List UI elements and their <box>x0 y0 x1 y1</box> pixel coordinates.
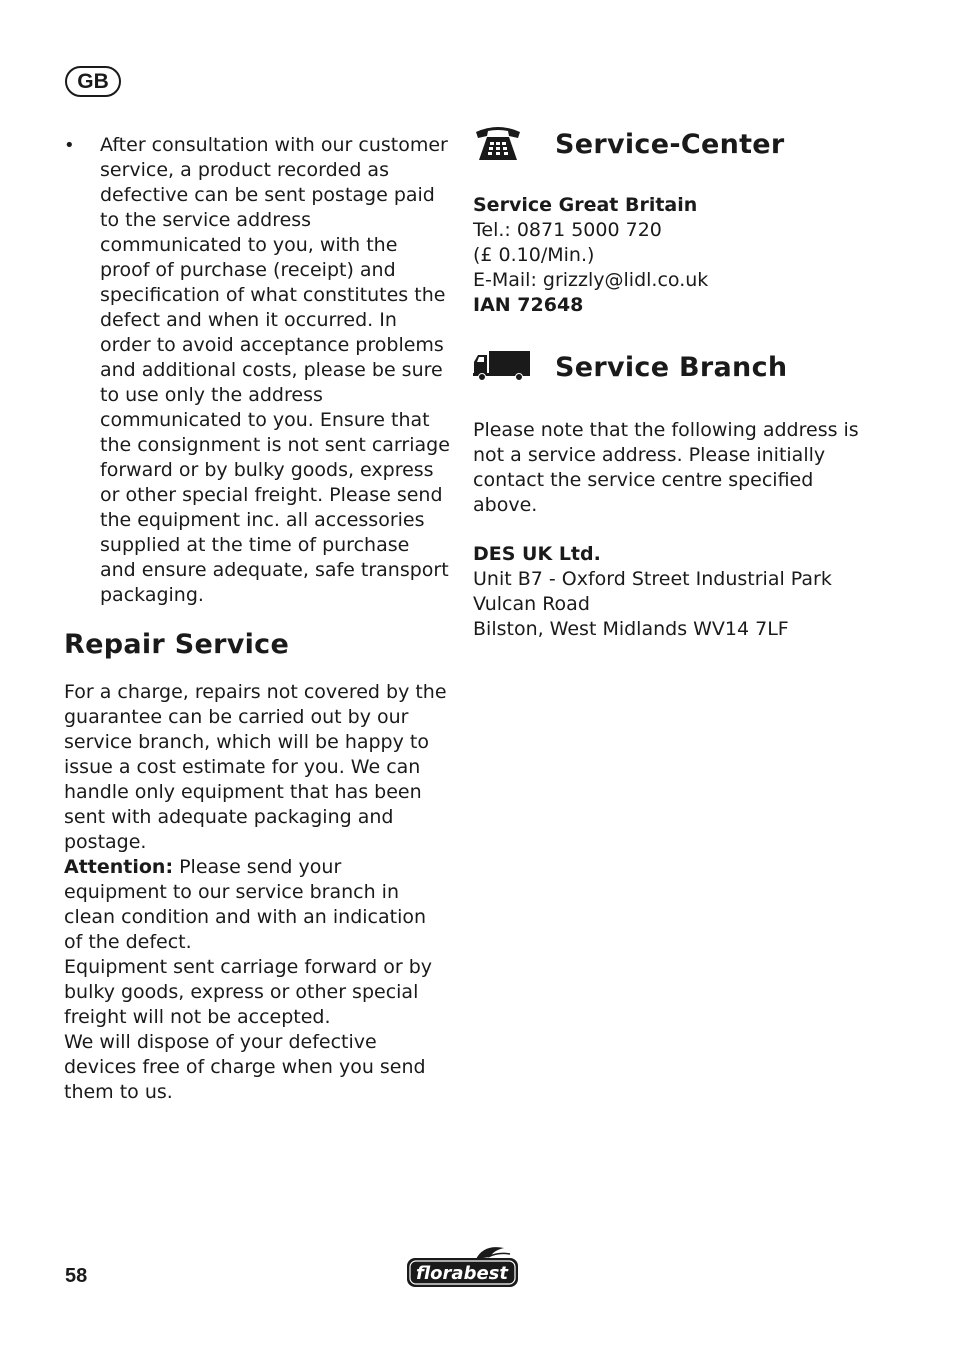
page-number: 58 <box>65 1265 88 1287</box>
repair-paragraph: For a charge, repairs not covered by the guarantee can be carried out by our service branch, which will be happy to issue a cost estimate for you. We can handle only equipment that has been sent with adequate packaging and postage. <box>64 681 447 853</box>
freight-text: Equipment sent carriage forward or by bulky goods, express or other special freight will not be accepted. <box>64 956 433 1028</box>
shipping-instructions: After consultation with our customer service, a product recorded as defective can be sent postage paid to the service address communicated to you, with the proof of purchase (receipt) and specification of what constitutes the defect and when it occurred. In order to avoid acceptance problems and additional costs, please be sure to use only the address communicated to you. Ensure that the consignment is not sent carriage forward or by bulky goods, express or other special freight. Please send the equipment inc. all accessories supplied at the time of purchase and ensure adequate, safe transport packaging. <box>100 134 450 606</box>
service-contact <box>473 193 873 318</box>
repair-service-text <box>64 680 450 1105</box>
service-center-header <box>473 129 873 160</box>
attention-label: Attention: <box>64 856 174 878</box>
branch-note: Please note that the following address is not a service address. Please initially contact the service centre specified above. <box>473 419 859 516</box>
company-name: DES UK Ltd. <box>473 543 601 565</box>
attention-text: Please send your equipment to our service branch in clean condition and with an indication of the defect. <box>64 856 427 953</box>
company-address <box>473 542 873 642</box>
service-country: Service Great Britain <box>473 194 698 216</box>
service-rate: (£ 0.10/Min.) <box>473 244 595 266</box>
language-code: GB <box>77 69 109 93</box>
service-tel: Tel.: 0871 5000 720 <box>473 219 662 241</box>
service-ian: IAN 72648 <box>473 294 584 316</box>
address-line-2: Vulcan Road <box>473 593 590 615</box>
bullet-dot: • <box>64 135 75 156</box>
left-column <box>64 133 450 1105</box>
repair-service-heading: Repair Service <box>64 629 290 660</box>
service-branch-header <box>473 352 873 383</box>
service-email: E-Mail: grizzly@lidl.co.uk <box>473 269 709 291</box>
service-center-heading: Service-Center <box>555 129 785 160</box>
language-badge <box>65 66 121 97</box>
address-line-1: Unit B7 - Oxford Street Industrial Park <box>473 568 832 590</box>
right-column <box>473 129 873 642</box>
dispose-text: We will dispose of your defective devices free of charge when you send them to us. <box>64 1031 426 1103</box>
shipping-bullet <box>64 133 450 608</box>
telephone-icon <box>473 123 555 168</box>
service-branch-heading: Service Branch <box>555 352 788 383</box>
truck-icon <box>473 349 555 388</box>
florabest-logo <box>406 1244 520 1294</box>
logo-wordmark: florabest <box>416 1263 508 1284</box>
address-line-3: Bilston, West Midlands WV14 7LF <box>473 618 789 640</box>
